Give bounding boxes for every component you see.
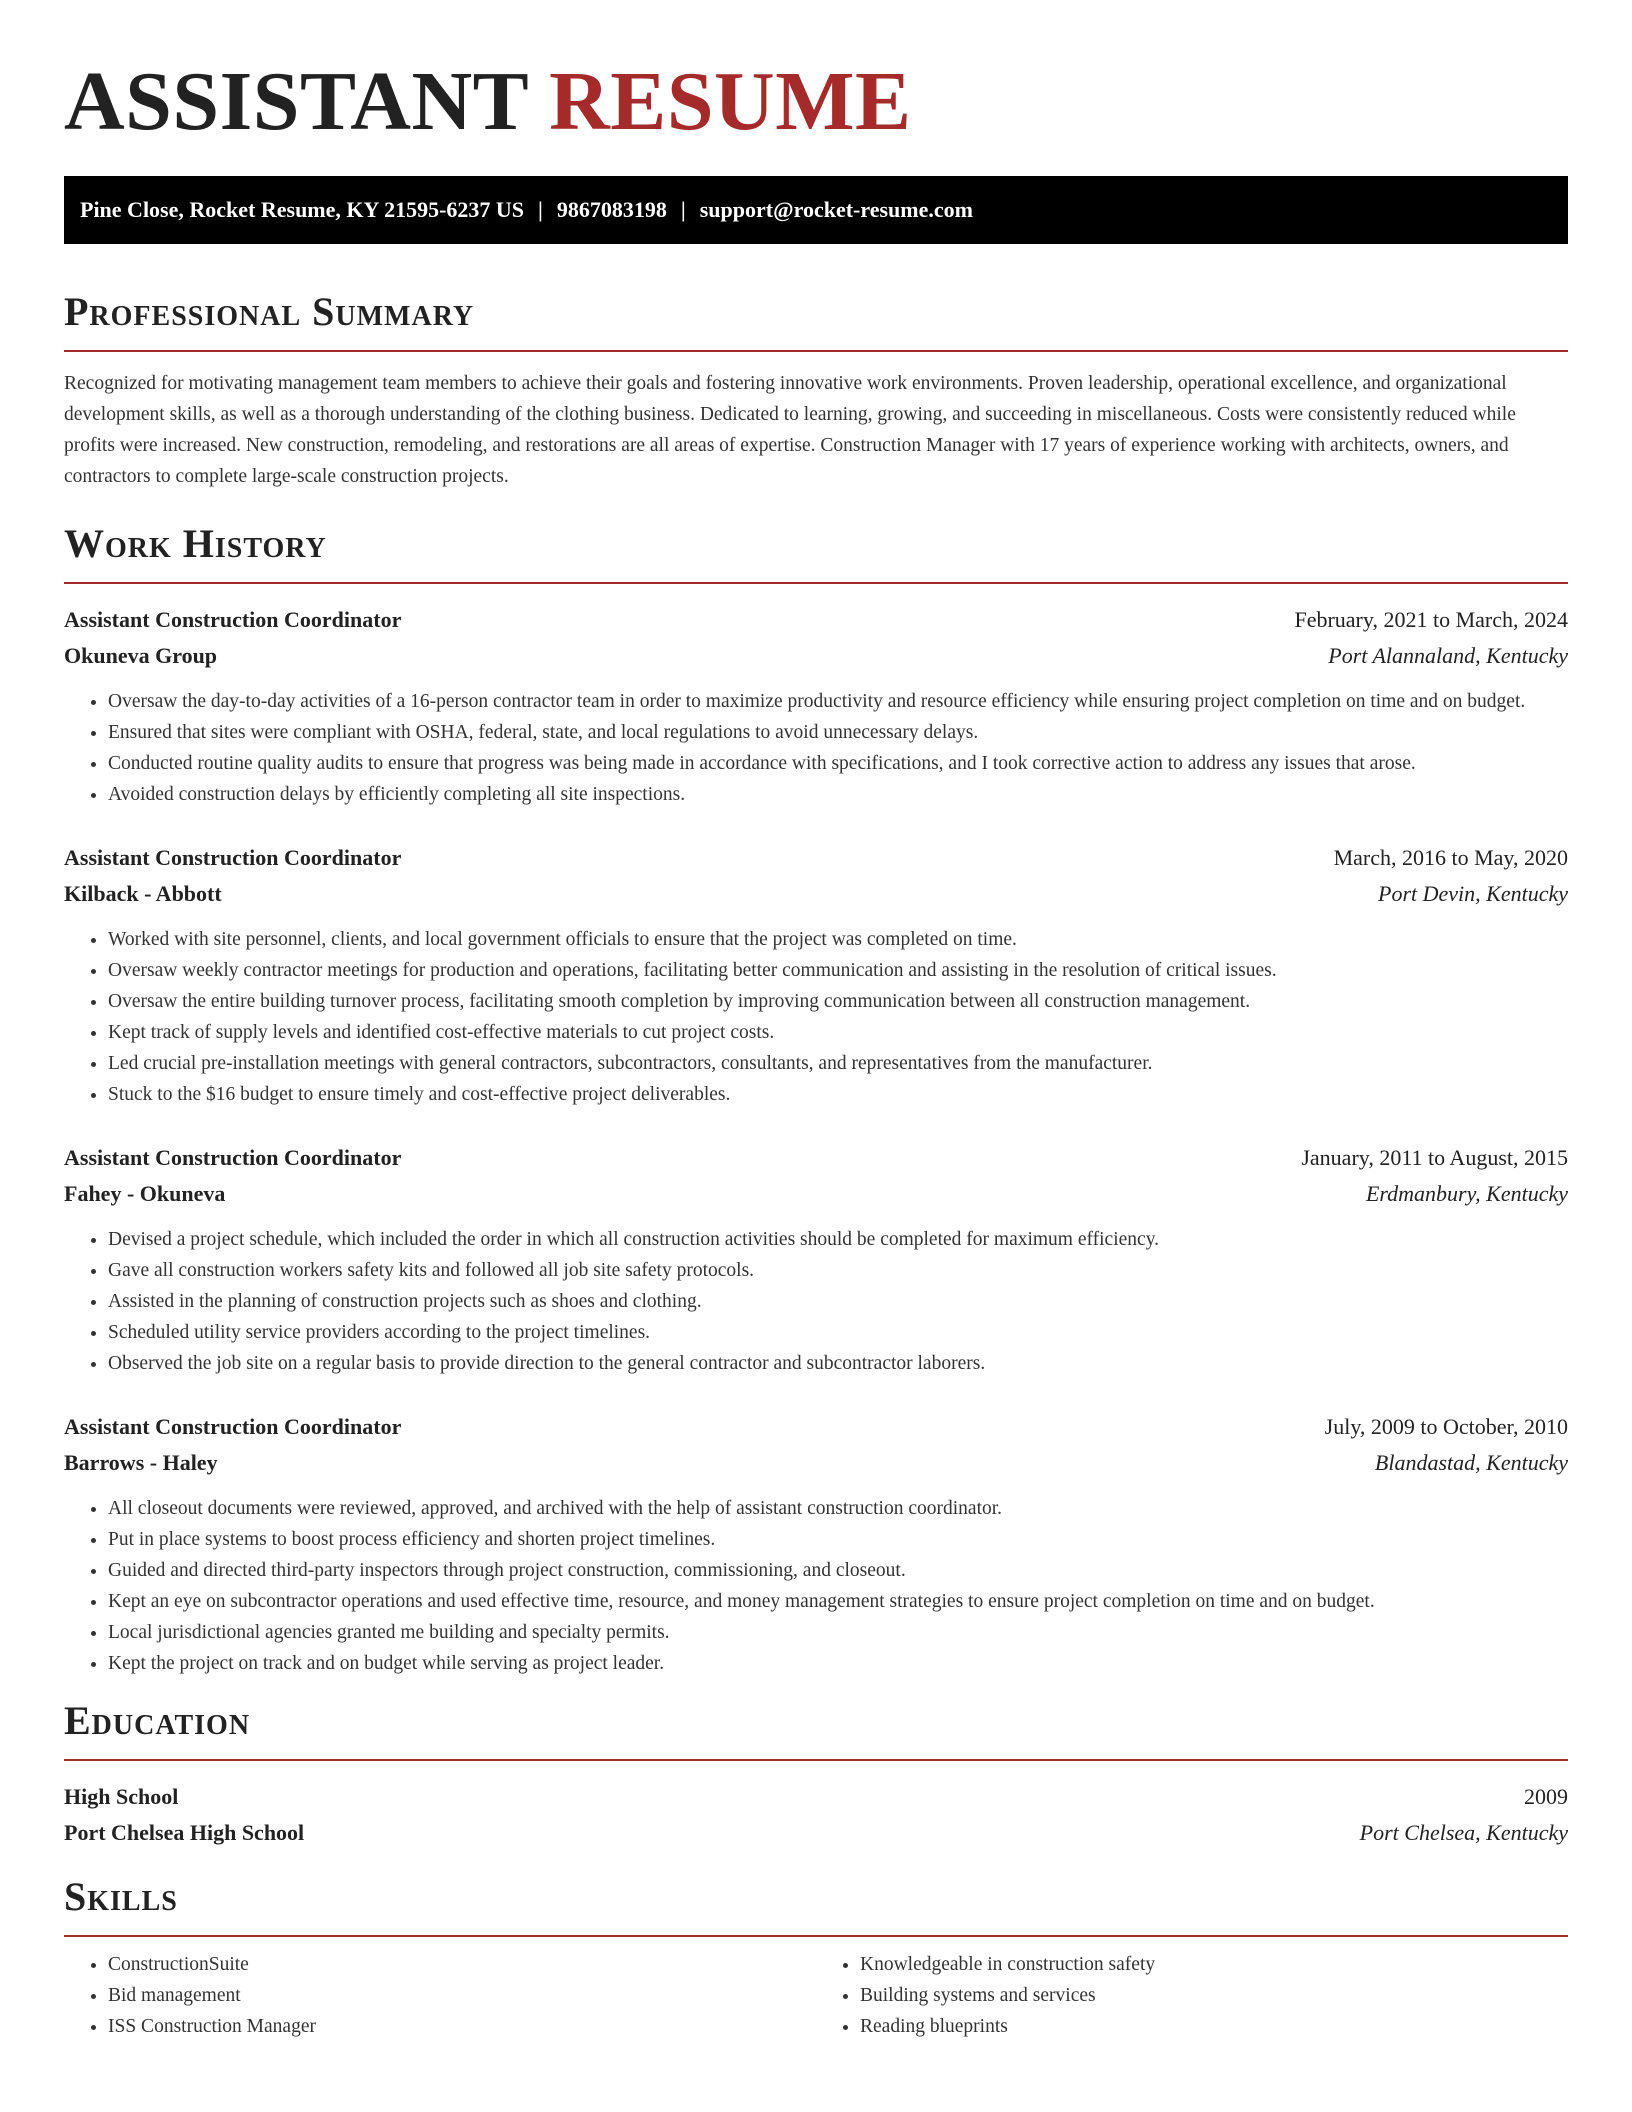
job-bullet: • Oversaw weekly contractor meetings for production and operations, facilitating better communication and assisting in the resolution of critical issues. [108, 955, 1568, 986]
skill-item: • ConstructionSuite [108, 1949, 816, 1980]
name-second: RESUME [549, 55, 912, 148]
skill-item: • Reading blueprints [860, 2011, 1568, 2042]
job-bullet: • All closeout documents were reviewed, approved, and archived with the help of assistant construction coordinator. [108, 1493, 1568, 1524]
contact-email: support@rocket-resume.com [699, 197, 973, 222]
job-bullet: • Led crucial pre-installation meetings with general contractors, subcontractors, consultants, and representatives from the manufacturer. [108, 1048, 1568, 1079]
skill-item: • ISS Construction Manager [108, 2011, 816, 2042]
job-entry [64, 602, 1568, 810]
education-heading: Education [64, 1697, 1568, 1761]
job-location: Port Alannaland, Kentucky [1328, 643, 1568, 668]
summary-heading: Professional Summary [64, 288, 1568, 352]
skills-left-list [64, 1949, 816, 2042]
job-bullet: • Ensured that sites were compliant with OSHA, federal, state, and local regulations to avoid unnecessary delays. [108, 717, 1568, 748]
skill-item: • Building systems and services [860, 1980, 1568, 2011]
name-first: ASSISTANT [64, 55, 528, 148]
job-location: Port Devin, Kentucky [1378, 881, 1568, 906]
job-dates: January, 2011 to August, 2015 [1301, 1145, 1568, 1170]
skills-section [64, 1873, 1568, 2042]
job-bullet: • Gave all construction workers safety kits and followed all job site safety protocols. [108, 1255, 1568, 1286]
job-bullets [64, 686, 1568, 810]
company-name: Fahey - Okuneva [64, 1181, 226, 1206]
resume-name [64, 0, 1568, 148]
company-name: Kilback - Abbott [64, 881, 222, 906]
job-bullet: • Oversaw the day-to-day activities of a 16-person contractor team in order to maximize productivity and resource efficiency while ensuring project completion on time and on budget. [108, 686, 1568, 717]
skill-item: • Knowledgeable in construction safety [860, 1949, 1568, 1980]
job-dates: March, 2016 to May, 2020 [1333, 845, 1568, 870]
job-bullets [64, 1224, 1568, 1379]
job-bullet: • Guided and directed third-party inspectors through project construction, commissioning, and closeout. [108, 1555, 1568, 1586]
job-bullet: • Scheduled utility service providers according to the project timelines. [108, 1317, 1568, 1348]
company-name: Okuneva Group [64, 643, 218, 668]
contact-separator: | [680, 197, 686, 222]
job-bullet: • Worked with site personnel, clients, and local government officials to ensure that the project was completed on time. [108, 924, 1568, 955]
contact-address: Pine Close, Rocket Resume, KY 21595-6237 US [80, 197, 525, 222]
job-bullet: • Devised a project schedule, which included the order in which all construction activities should be completed for maximum efficiency. [108, 1224, 1568, 1255]
work-history-heading: Work History [64, 520, 1568, 584]
job-title: Assistant Construction Coordinator [64, 607, 402, 632]
job-bullet: • Kept an eye on subcontractor operations and used effective time, resource, and money management strategies to ensure project completion on time and on budget. [108, 1586, 1568, 1617]
education-entry [64, 1779, 1568, 1851]
skills-right-list [816, 1949, 1568, 2042]
company-name: Barrows - Haley [64, 1450, 218, 1475]
job-bullet: • Put in place systems to boost process efficiency and shorten project timelines. [108, 1524, 1568, 1555]
job-bullet: • Oversaw the entire building turnover process, facilitating smooth completion by improving communication between all construction management. [108, 986, 1568, 1017]
job-dates: July, 2009 to October, 2010 [1324, 1414, 1568, 1439]
job-entry [64, 1140, 1568, 1379]
degree: High School [64, 1784, 179, 1809]
graduation-year: 2009 [1524, 1784, 1568, 1809]
job-bullet: • Avoided construction delays by efficiently completing all site inspections. [108, 779, 1568, 810]
job-bullet: • Local jurisdictional agencies granted me building and specialty permits. [108, 1617, 1568, 1648]
job-bullet: • Kept the project on track and on budget while serving as project leader. [108, 1648, 1568, 1679]
skill-item: • Bid management [108, 1980, 816, 2011]
job-title: Assistant Construction Coordinator [64, 845, 402, 870]
job-bullet: • Kept track of supply levels and identified cost-effective materials to cut project costs. [108, 1017, 1568, 1048]
school-name: Port Chelsea High School [64, 1820, 305, 1845]
summary-text: Recognized for motivating management team members to achieve their goals and fostering innovative work environments. Proven leadership, operational excellence, and organizational development skills, as well as a thorough understanding of the clothing business. Dedicated to learning, growing, and succeeding in miscellaneous. Costs were consistently reduced while profits were increased. New construction, remodeling, and restorations are all areas of expertise. Construction Manager with 17 years of experience working with architects, owners, and contractors to complete large-scale construction projects. [64, 373, 1516, 487]
job-bullet: • Stuck to the $16 budget to ensure timely and cost-effective project deliverables. [108, 1079, 1568, 1110]
summary-section [64, 288, 1568, 492]
job-bullet: • Assisted in the planning of construction projects such as shoes and clothing. [108, 1286, 1568, 1317]
contact-bar [64, 176, 1568, 244]
job-entry [64, 840, 1568, 1110]
skills-heading: Skills [64, 1873, 1568, 1937]
skills-columns [64, 1949, 1568, 2042]
work-history-section [64, 520, 1568, 1679]
job-location: Blandastad, Kentucky [1374, 1450, 1568, 1475]
job-bullet: • Conducted routine quality audits to ensure that progress was being made in accordance with specifications, and I took corrective action to address any issues that arose. [108, 748, 1568, 779]
school-location: Port Chelsea, Kentucky [1359, 1820, 1568, 1845]
contact-phone: 9867083198 [556, 197, 667, 222]
job-bullets [64, 924, 1568, 1110]
job-entry [64, 1409, 1568, 1679]
education-section [64, 1697, 1568, 1851]
job-bullets [64, 1493, 1568, 1679]
job-title: Assistant Construction Coordinator [64, 1145, 402, 1170]
job-bullet: • Observed the job site on a regular basis to provide direction to the general contractor and subcontractor laborers. [108, 1348, 1568, 1379]
job-title: Assistant Construction Coordinator [64, 1414, 402, 1439]
job-dates: February, 2021 to March, 2024 [1294, 607, 1568, 632]
contact-separator: | [538, 197, 543, 222]
job-location: Erdmanbury, Kentucky [1365, 1181, 1568, 1206]
